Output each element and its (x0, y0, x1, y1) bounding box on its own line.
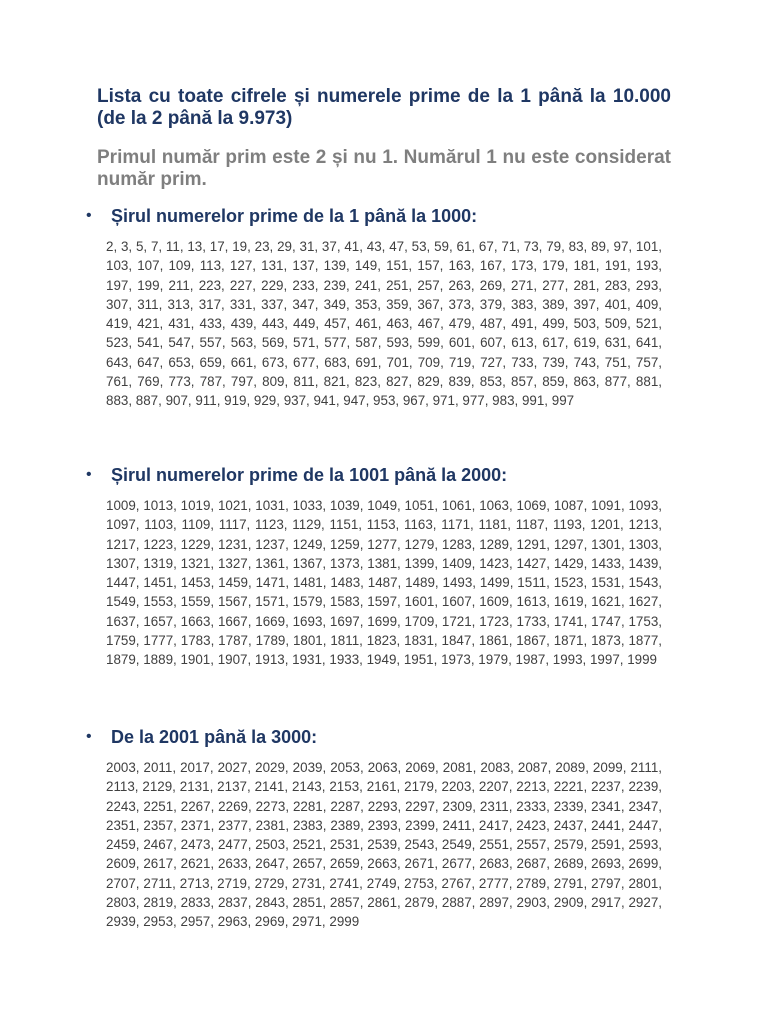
section-primes-2001-3000 (86, 726, 676, 932)
document-title: Lista cu toate cifrele și numerele prime de la 1 până la 10.000 (de la 2 până la 9.973) (97, 86, 671, 129)
section-heading (86, 726, 676, 748)
section-primes-1001-2000 (86, 464, 676, 670)
prime-number-list: 2, 3, 5, 7, 11, 13, 17, 19, 23, 29, 31, 37, 41, 43, 47, 53, 59, 61, 67, 71, 73, 79, 83, 89, 97, 101, 103, 107, 109, 113, 127, 131, 137, 139, 149, 151, 157, 163, 167, 173, 179, 181, 191, 193, 197, 199, 211, 223, 227, 229, 233, 239, 241, 251, 257, 263, 269, 271, 277, 281, 283, 293, 307, 311, 313, 317, 331, 337, 347, 349, 353, 359, 367, 373, 379, 383, 389, 397, 401, 409, 419, 421, 431, 433, 439, 443, 449, 457, 461, 463, 467, 479, 487, 491, 499, 503, 509, 521, 523, 541, 547, 557, 563, 569, 571, 577, 587, 593, 599, 601, 607, 613, 617, 619, 631, 641, 643, 647, 653, 659, 661, 673, 677, 683, 691, 701, 709, 719, 727, 733, 739, 743, 751, 757, 761, 769, 773, 787, 797, 809, 811, 821, 823, 827, 829, 839, 853, 857, 859, 863, 877, 881, 883, 887, 907, 911, 919, 929, 937, 941, 947, 953, 967, 971, 977, 983, 991, 997 (106, 239, 662, 409)
section-heading (86, 464, 676, 486)
prime-number-list: 2003, 2011, 2017, 2027, 2029, 2039, 2053, 2063, 2069, 2081, 2083, 2087, 2089, 2099, 2111, 2113, 2129, 2131, 2137, 2141, 2143, 2153, 2161, 2179, 2203, 2207, 2213, 2221, 2237, 2239, 2243, 2251, 2267, 2269, 2273, 2281, 2287, 2293, 2297, 2309, 2311, 2333, 2339, 2341, 2347, 2351, 2357, 2371, 2377, 2381, 2383, 2389, 2393, 2399, 2411, 2417, 2423, 2437, 2441, 2447, 2459, 2467, 2473, 2477, 2503, 2521, 2531, 2539, 2543, 2549, 2551, 2557, 2579, 2591, 2593, 2609, 2617, 2621, 2633, 2647, 2657, 2659, 2663, 2671, 2677, 2683, 2687, 2689, 2693, 2699, 2707, 2711, 2713, 2719, 2729, 2731, 2741, 2749, 2753, 2767, 2777, 2789, 2791, 2797, 2801, 2803, 2819, 2833, 2837, 2843, 2851, 2857, 2861, 2879, 2887, 2897, 2903, 2909, 2917, 2927, 2939, 2953, 2957, 2963, 2969, 2971, 2999 (106, 760, 662, 930)
document-subtitle: Primul număr prim este 2 și nu 1. Numărul 1 nu este considerat număr prim. (97, 147, 671, 190)
section-primes-1-1000 (86, 205, 676, 411)
section-heading-text: De la 2001 până la 3000: (111, 727, 318, 747)
bullet-icon: • (86, 728, 92, 745)
section-heading-text: Șirul numerelor prime de la 1001 până la 2000: (111, 465, 508, 485)
section-heading-text: Șirul numerelor prime de la 1 până la 1000: (111, 206, 478, 226)
bullet-icon: • (86, 466, 92, 483)
bullet-icon: • (86, 207, 92, 224)
section-heading (86, 205, 676, 227)
prime-number-list: 1009, 1013, 1019, 1021, 1031, 1033, 1039, 1049, 1051, 1061, 1063, 1069, 1087, 1091, 1093, 1097, 1103, 1109, 1117, 1123, 1129, 1151, 1153, 1163, 1171, 1181, 1187, 1193, 1201, 1213, 1217, 1223, 1229, 1231, 1237, 1249, 1259, 1277, 1279, 1283, 1289, 1291, 1297, 1301, 1303, 1307, 1319, 1321, 1327, 1361, 1367, 1373, 1381, 1399, 1409, 1423, 1427, 1429, 1433, 1439, 1447, 1451, 1453, 1459, 1471, 1481, 1483, 1487, 1489, 1493, 1499, 1511, 1523, 1531, 1543, 1549, 1553, 1559, 1567, 1571, 1579, 1583, 1597, 1601, 1607, 1609, 1613, 1619, 1621, 1627, 1637, 1657, 1663, 1667, 1669, 1693, 1697, 1699, 1709, 1721, 1723, 1733, 1741, 1747, 1753, 1759, 1777, 1783, 1787, 1789, 1801, 1811, 1823, 1831, 1847, 1861, 1867, 1871, 1873, 1877, 1879, 1889, 1901, 1907, 1913, 1931, 1933, 1949, 1951, 1973, 1979, 1987, 1993, 1997, 1999 (106, 498, 662, 668)
